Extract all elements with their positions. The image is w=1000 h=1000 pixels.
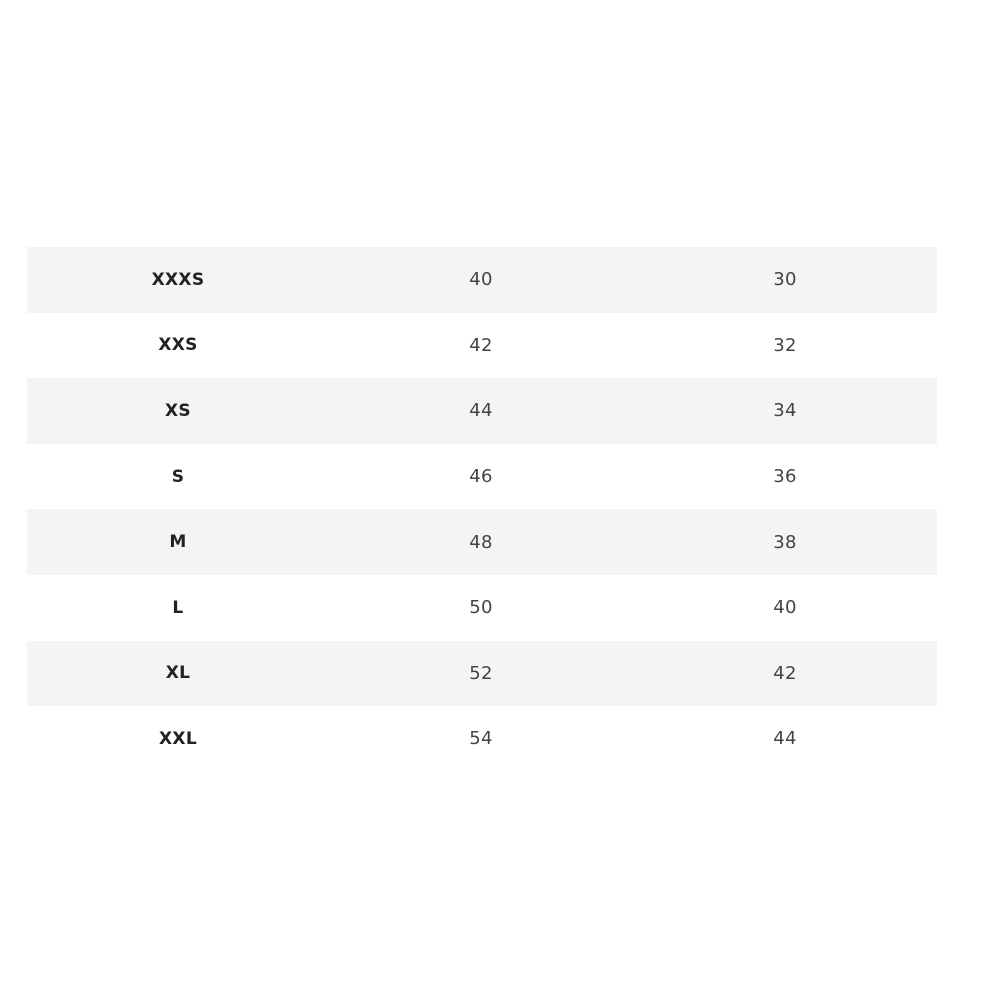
size-cell: XXXS: [151, 269, 205, 290]
measurement-cell: 40: [469, 269, 493, 291]
measurement-cell: 54: [469, 728, 493, 750]
table-row: [27, 509, 937, 575]
table-row: [27, 313, 937, 379]
size-cell: XS: [165, 400, 191, 421]
size-cell: XXL: [159, 728, 197, 749]
measurement-cell: 46: [469, 466, 493, 488]
table-row: [27, 247, 937, 313]
table-row: [27, 444, 937, 510]
measurement-cell: 36: [773, 466, 797, 488]
size-cell: XL: [165, 663, 191, 684]
measurement-cell: 48: [469, 531, 493, 553]
size-chart-table: [27, 247, 937, 772]
size-cell: L: [172, 597, 184, 618]
size-cell: M: [169, 532, 187, 553]
measurement-cell: 42: [773, 662, 797, 684]
table-row: [27, 641, 937, 707]
measurement-cell: 38: [773, 531, 797, 553]
measurement-cell: 30: [773, 269, 797, 291]
measurement-cell: 34: [773, 400, 797, 422]
table-row: [27, 378, 937, 444]
size-chart-body: [27, 247, 937, 772]
measurement-cell: 32: [773, 334, 797, 356]
measurement-cell: 42: [469, 334, 493, 356]
measurement-cell: 44: [773, 728, 797, 750]
measurement-cell: 50: [469, 597, 493, 619]
size-cell: S: [171, 466, 185, 487]
table-row: [27, 706, 937, 772]
measurement-cell: 52: [469, 662, 493, 684]
measurement-cell: 44: [469, 400, 493, 422]
table-row: [27, 575, 937, 641]
size-cell: XXS: [158, 335, 198, 356]
measurement-cell: 40: [773, 597, 797, 619]
